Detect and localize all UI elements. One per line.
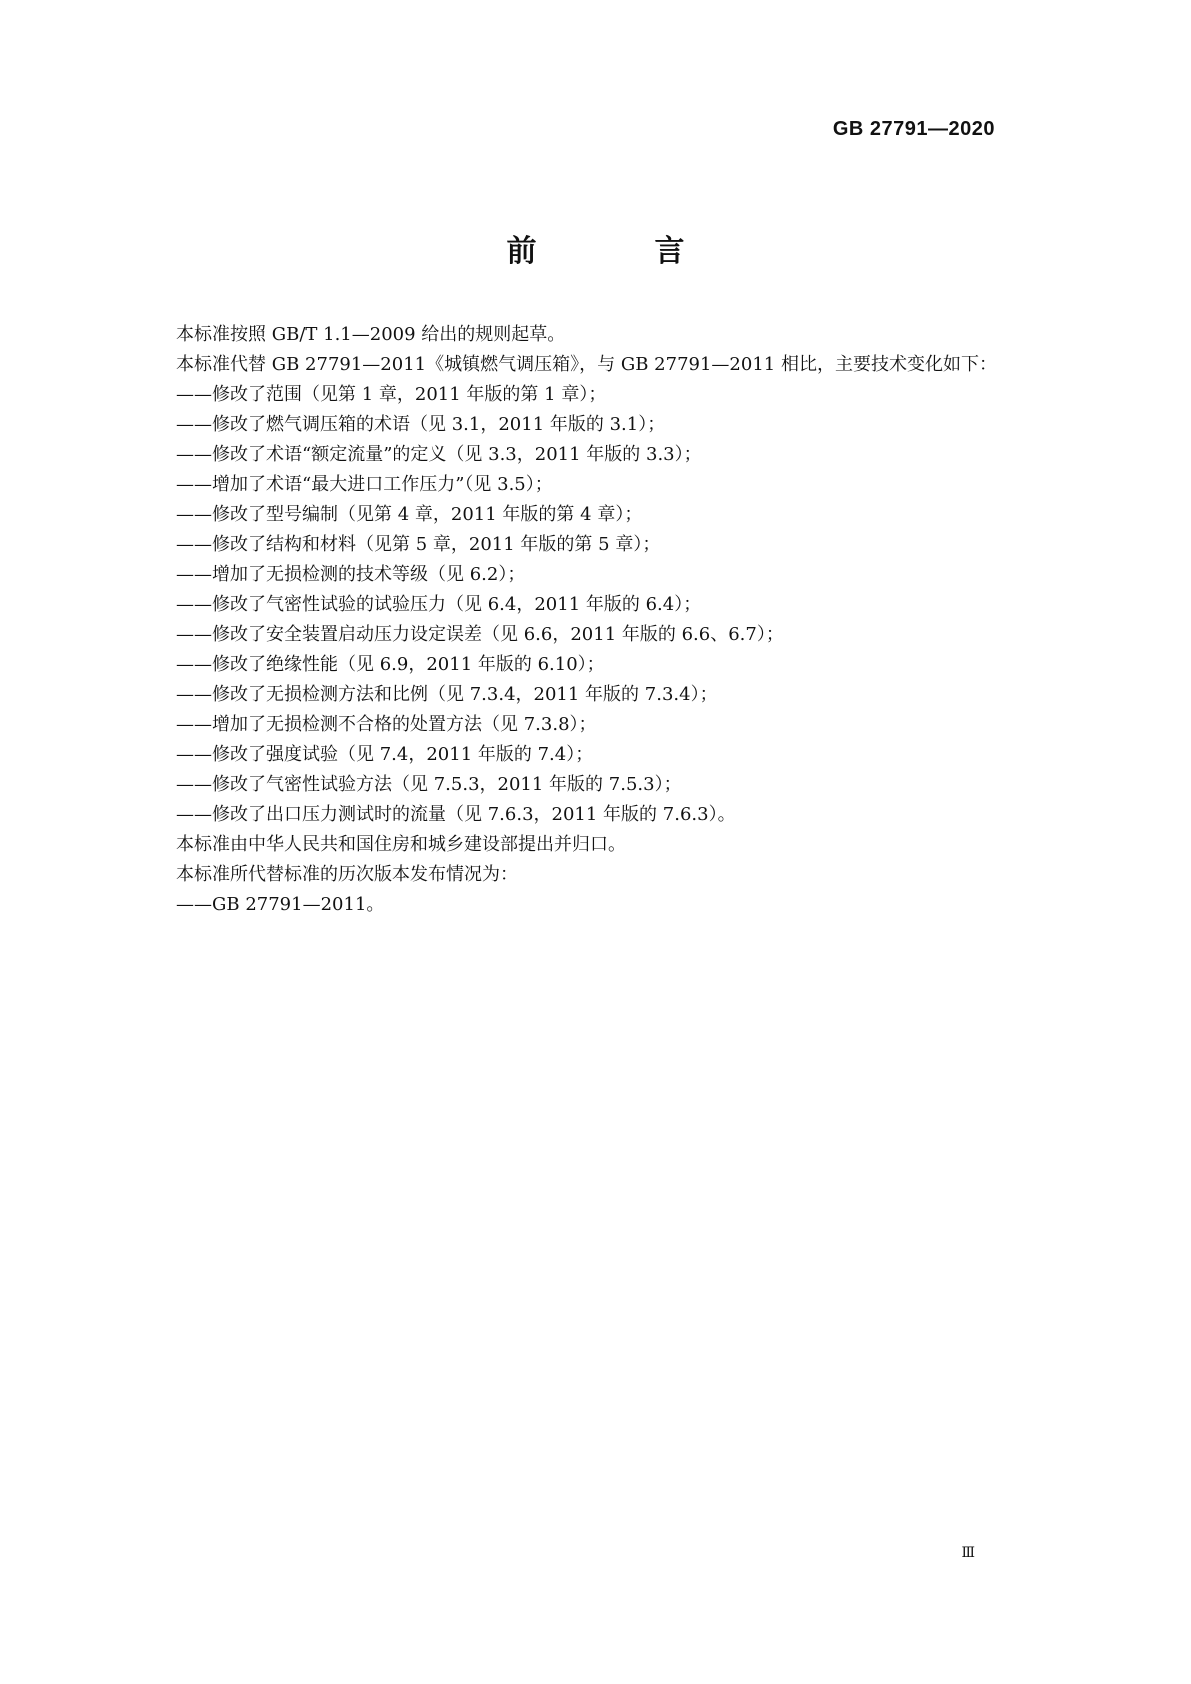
list-item: ——增加了无损检测的技术等级（见 6.2）； [176, 564, 526, 585]
list-item: ——修改了气密性试验方法（见 7.5.3，2011 年版的 7.5.3）； [176, 774, 682, 795]
page-number: Ⅲ [961, 1545, 975, 1561]
list-item: ——修改了术语“额定流量”的定义（见 3.3，2011 年版的 3.3）； [176, 444, 702, 465]
list-item: ——修改了强度试验（见 7.4，2011 年版的 7.4）； [176, 744, 594, 765]
paragraph: 本标准由中华人民共和国住房和城乡建设部提出并归口。 [176, 834, 626, 855]
list-item: ——修改了无损检测方法和比例（见 7.3.4，2011 年版的 7.3.4）； [176, 684, 718, 705]
list-item: ——修改了燃气调压箱的术语（见 3.1，2011 年版的 3.1）； [176, 414, 666, 435]
list-item: ——GB 27791—2011。 [176, 894, 385, 915]
paragraph: 本标准所代替标准的历次版本发布情况为： [176, 864, 518, 885]
list-item: ——修改了范围（见第 1 章，2011 年版的第 1 章）； [176, 384, 607, 405]
paragraph: 本标准按照 GB/T 1.1—2009 给出的规则起草。 [176, 324, 566, 345]
list-item: ——修改了结构和材料（见第 5 章，2011 年版的第 5 章）； [176, 534, 661, 555]
paragraph: 本标准代替 GB 27791—2011《城镇燃气调压箱》，与 GB 27791—2011 相比，主要技术变化如下： [176, 354, 997, 375]
list-item: ——修改了气密性试验的试验压力（见 6.4，2011 年版的 6.4）； [176, 594, 702, 615]
foreword-body [176, 320, 1056, 920]
list-item: ——修改了型号编制（见第 4 章，2011 年版的第 4 章）； [176, 504, 643, 525]
list-item: ——增加了术语“最大进口工作压力”（见 3.5）； [176, 474, 553, 495]
standard-number: GB 27791—2020 [832, 118, 995, 140]
list-item: ——增加了无损检测不合格的处置方法（见 7.3.8）； [176, 714, 597, 735]
list-item: ——修改了安全装置启动压力设定误差（见 6.6，2011 年版的 6.6、6.7）； [176, 624, 784, 645]
list-item: ——修改了绝缘性能（见 6.9，2011 年版的 6.10）； [176, 654, 605, 675]
page-title: 前 言 [506, 234, 729, 269]
list-item: ——修改了出口压力测试时的流量（见 7.6.3，2011 年版的 7.6.3）。 [176, 804, 736, 825]
